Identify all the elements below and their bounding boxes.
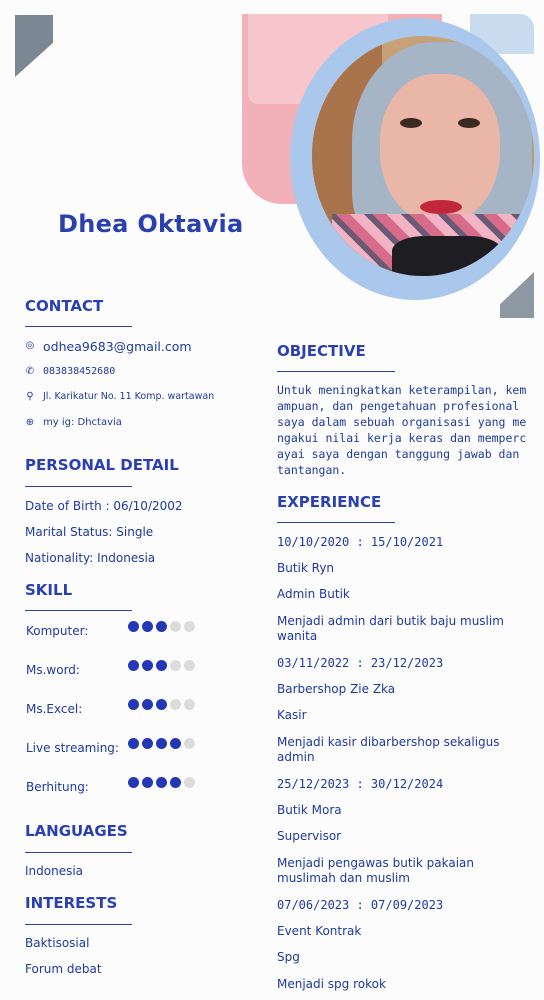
skill-rating-dot (156, 699, 167, 710)
contact-title: CONTACT (25, 297, 104, 315)
experience-company: Barbershop Zie Zka (277, 682, 396, 696)
objective-rule (277, 371, 395, 372)
interest-item: Baktisosial (25, 936, 90, 950)
experience-role: Spg (277, 950, 300, 964)
skill-rule (25, 610, 132, 611)
personal-rule (25, 486, 132, 487)
experience-company: Event Kontrak (277, 924, 362, 938)
personal-marital: Marital Status: Single (25, 525, 154, 539)
skill-rating-dot (184, 621, 195, 632)
languages-rule (25, 852, 132, 853)
skill-rating-dot (184, 660, 195, 671)
experience-description: Menjadi pengawas butik pakaian muslimah dan muslim (277, 856, 474, 885)
skill-rating-dot (170, 660, 181, 671)
corner-decoration-right (500, 272, 534, 318)
skill-rating-dot (128, 777, 139, 788)
experience-company: Butik Mora (277, 803, 342, 817)
objective-title: OBJECTIVE (277, 342, 366, 360)
experience-title: EXPERIENCE (277, 493, 382, 511)
skill-label: Ms.word: (26, 663, 80, 677)
experience-dates: 25/12/2023 : 30/12/2024 (277, 777, 444, 791)
skill-label: Berhitung: (26, 780, 89, 794)
globe-icon: ⊕ (25, 417, 35, 428)
experience-description: Menjadi kasir dibarbershop sekaligus admin (277, 735, 500, 764)
skill-rating-dot (156, 660, 167, 671)
skill-rating-dot (156, 777, 167, 788)
personal-nationality: Nationality: Indonesia (25, 551, 156, 565)
contact-address: Jl. Karikatur No. 11 Komp. wartawan (43, 391, 215, 402)
skill-rating-dot (156, 621, 167, 632)
skill-rating (128, 777, 195, 788)
language-item: Indonesia (25, 864, 84, 878)
interests-title: INTERESTS (25, 894, 118, 912)
contact-phone[interactable]: 083838452680 (43, 366, 116, 377)
skill-rating (128, 699, 195, 710)
skill-rating-dot (142, 738, 153, 749)
skill-rating-dot (142, 621, 153, 632)
skill-rating-dot (184, 738, 195, 749)
skill-rating-dot (142, 699, 153, 710)
email-icon: ◎ (25, 340, 35, 351)
experience-rule (277, 522, 395, 523)
interest-item: Forum debat (25, 962, 102, 976)
skill-rating (128, 660, 195, 671)
skill-rating-dot (170, 621, 181, 632)
contact-rule (25, 326, 132, 327)
skill-rating-dot (170, 699, 181, 710)
experience-dates: 10/10/2020 : 15/10/2021 (277, 535, 444, 549)
contact-instagram[interactable]: my ig: Dhctavia (43, 417, 122, 428)
experience-role: Kasir (277, 708, 307, 722)
phone-icon: ✆ (25, 366, 35, 377)
skill-label: Live streaming: (26, 741, 119, 755)
experience-dates: 07/06/2023 : 07/09/2023 (277, 898, 444, 912)
skill-rating-dot (142, 660, 153, 671)
skill-rating-dot (170, 738, 181, 749)
skill-label: Komputer: (26, 624, 89, 638)
skill-rating-dot (128, 738, 139, 749)
personal-dob: Date of Birth : 06/10/2002 (25, 499, 183, 513)
skill-rating-dot (142, 777, 153, 788)
corner-decoration (15, 15, 53, 77)
skill-rating-dot (184, 699, 195, 710)
objective-text: Untuk meningkatkan keterampilan, kemampuan, dan pengetahuan profesional saya dalam sebuah organisasi yang mengakui nilai kerja keras dan mempercayai saya dengan tanggung jawab dan tantangan. (277, 383, 527, 477)
experience-description: Menjadi spg rokok (277, 977, 386, 991)
skill-rating-dot (128, 699, 139, 710)
skill-rating-dot (128, 660, 139, 671)
personal-title: PERSONAL DETAIL (25, 456, 179, 474)
experience-description: Menjadi admin dari butik baju muslim wanita (277, 614, 504, 643)
languages-title: LANGUAGES (25, 822, 128, 840)
skill-rating (128, 738, 195, 749)
experience-role: Admin Butik (277, 587, 350, 601)
skill-rating-dot (156, 738, 167, 749)
profile-photo (312, 36, 534, 276)
location-pin-icon: ⚲ (26, 391, 34, 402)
skill-title: SKILL (25, 581, 73, 599)
experience-role: Supervisor (277, 829, 342, 843)
experience-company: Butik Ryn (277, 561, 335, 575)
resume-name: Dhea Oktavia (58, 210, 244, 238)
skill-rating-dot (128, 621, 139, 632)
skill-rating-dot (170, 777, 181, 788)
skill-label: Ms.Excel: (26, 702, 83, 716)
experience-dates: 03/11/2022 : 23/12/2023 (277, 656, 444, 670)
interests-rule (25, 924, 132, 925)
contact-email[interactable]: odhea9683@gmail.com (43, 339, 192, 354)
skill-rating (128, 621, 195, 632)
skill-rating-dot (184, 777, 195, 788)
